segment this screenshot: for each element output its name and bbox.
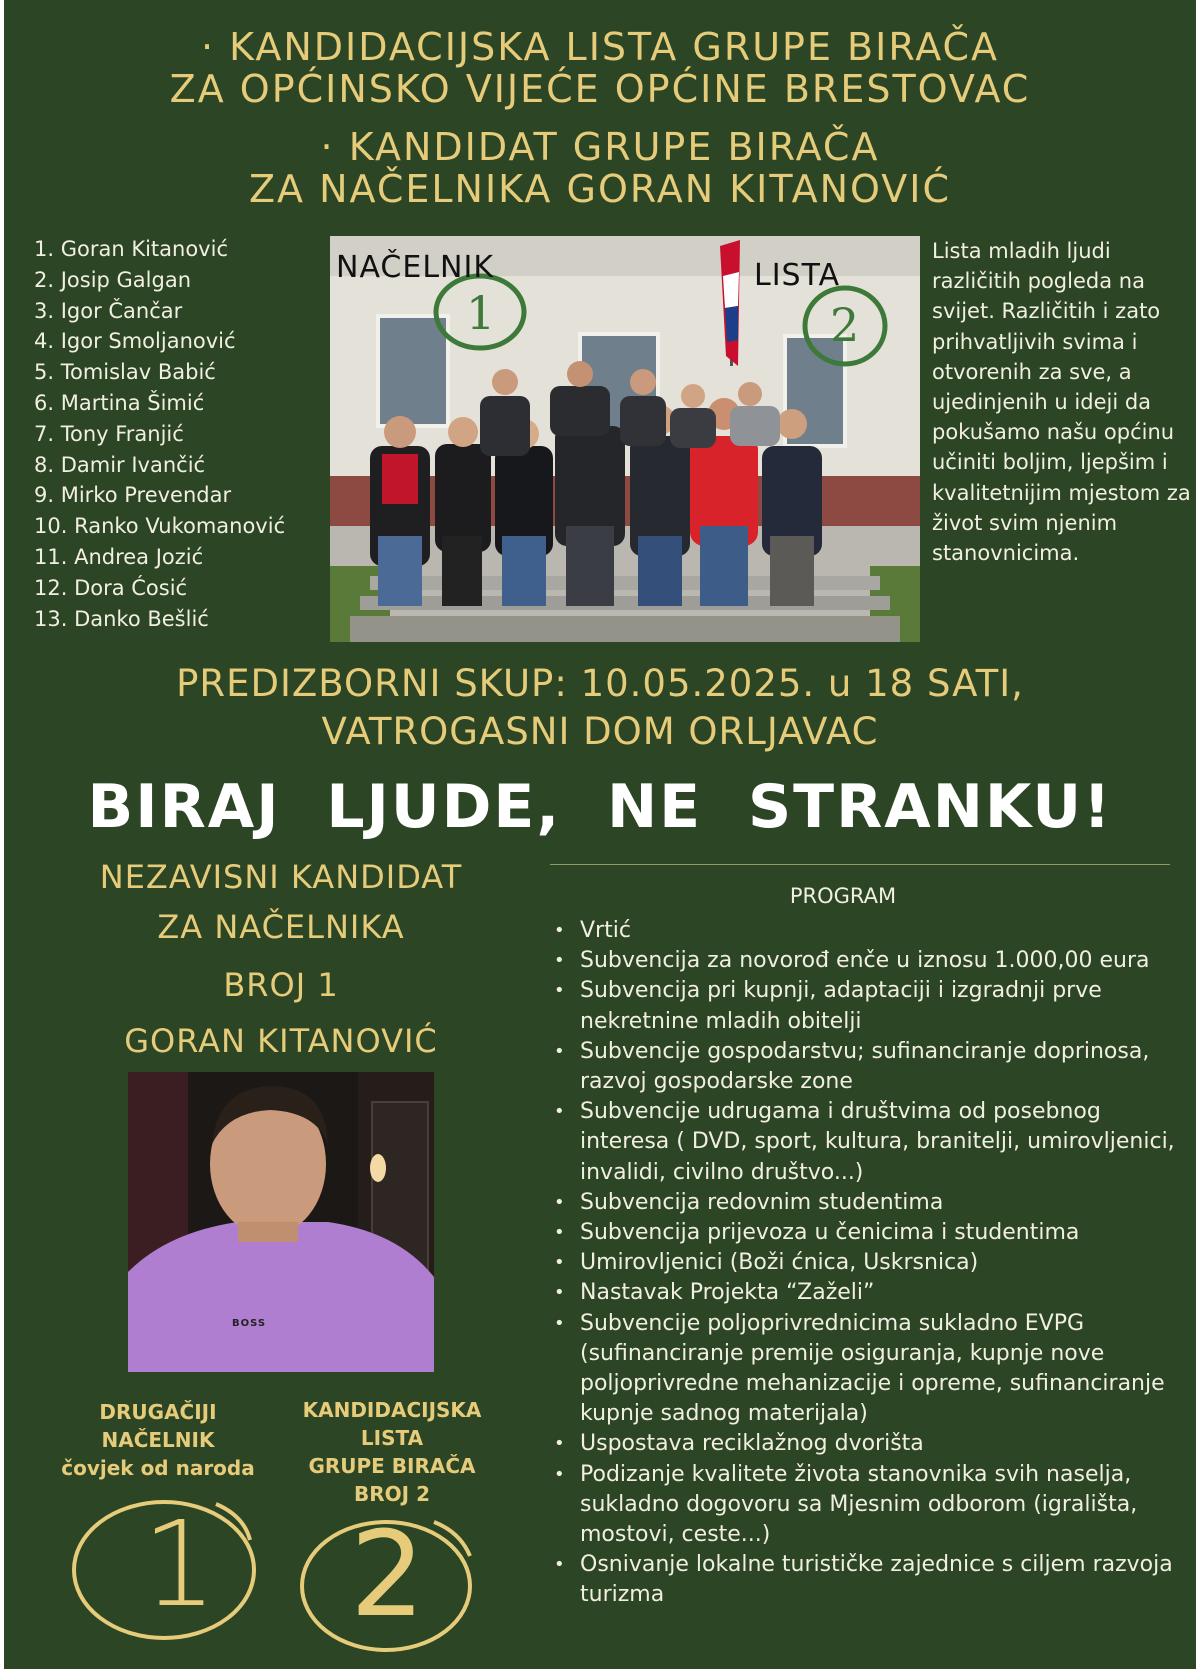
independent-line-1: NEZAVISNI KANDIDAT	[99, 858, 463, 896]
program-item-text: Subvencija za novorođ enče u iznosu 1.000,00 eura	[580, 948, 1150, 974]
program-item	[554, 1278, 1180, 1308]
badge-left-number: 1	[142, 1495, 218, 1633]
photo-number-2: 2	[830, 298, 860, 352]
program-item	[554, 1037, 1180, 1097]
intro-text: Lista mladih ljudi različitih pogleda na svijet. Različitih i zato prihvatljivih svima i otvorenih za sve, a ujedinjenih u ideji da pokušamo našu općinu učiniti boljim, ljepšim i kvalitetnijim mjestom za život svim njenim stanovnicima.	[932, 239, 1191, 566]
candidate-item: 3. Igor Čančar	[34, 298, 183, 323]
bullet-icon: •	[554, 1554, 565, 1576]
program-item	[554, 1460, 1180, 1551]
program-item-text: Umirovljenici (Boži ćnica, Uskrsnica)	[580, 1250, 979, 1276]
photo-label-nacelnik: NAČELNIK	[336, 250, 495, 285]
candidate-item: 10. Ranko Vukomanović	[34, 514, 286, 539]
photo-label-lista: LISTA	[754, 258, 841, 293]
program-item-text: Subvencije poljoprivrednicima sukladno EVPG (sufinanciranje premije osiguranja, kupnje nove poljoprivredne mehanizacije i opreme, sufinanciranje kupnje sadnog materijala)	[580, 1310, 1165, 1427]
candidate-item: 1. Goran Kitanović	[34, 237, 228, 261]
program-item	[554, 1309, 1180, 1430]
candidate-item: 11. Andrea Jozić	[34, 544, 204, 569]
candidate-item: 9. Mirko Prevendar	[34, 483, 232, 508]
badge-right-line-2: LISTA	[360, 1426, 424, 1450]
header-line-2: ZA OPĆINSKO VIJEĆE OPĆINE BRESTOVAC	[169, 67, 1031, 111]
bullet-icon: •	[554, 1282, 565, 1304]
group-photo-illustration	[330, 236, 920, 642]
badge-right-text	[274, 1396, 510, 1508]
candidate-item: 8. Damir Ivančić	[34, 452, 206, 477]
election-poster	[4, 0, 1196, 1669]
badge-left-text	[38, 1398, 278, 1482]
program-item	[554, 1218, 1180, 1248]
header-line-1: · KANDIDACIJSKA LISTA GRUPE BIRAČA	[200, 25, 1000, 69]
program-item-text: Subvencije gospodarstvu; sufinanciranje doprinosa, razvoj gospodarske zone	[580, 1038, 1150, 1095]
badge-left-line-2: NAČELNIK	[101, 1428, 215, 1452]
program-item-text: Podizanje kvalitete života stanovnika svih naselja, sukladno dogovoru sa Mjesnim odborom (igrališta, mostovi, ceste...)	[580, 1461, 1138, 1548]
badge-right-line-4: BROJ 2	[354, 1482, 430, 1506]
program-item-text: Subvencije udrugama i društvima od posebnog interesa ( DVD, sport, kultura, branitelji, umirovljenici, invalidi, civilno društvo...)	[580, 1099, 1175, 1185]
program-item-text: Subvencija redovnim studentima	[580, 1189, 944, 1215]
badge-right-line-1: KANDIDACIJSKA	[302, 1398, 482, 1422]
badge-right-number: 2	[350, 1505, 426, 1643]
program-item-text: Nastavak Projekta “Zaželi”	[580, 1280, 875, 1306]
program-item	[554, 1550, 1180, 1610]
program-list	[550, 916, 1180, 1611]
candidate-item: 13. Danko Bešlić	[34, 606, 209, 631]
rally-info	[4, 660, 1196, 756]
bullet-icon: •	[554, 1252, 565, 1274]
program-title: PROGRAM	[789, 884, 897, 908]
portrait-illustration	[128, 1072, 434, 1372]
program-item-text: Vrtić	[580, 918, 631, 943]
photo-number-1: 1	[466, 286, 496, 340]
badge-right-line-3: GRUPE BIRAČA	[308, 1454, 476, 1478]
header-line-3: · KANDIDAT GRUPE BIRAČA	[320, 125, 880, 169]
badge-left-line-1: DRUGAČIJI	[99, 1400, 217, 1424]
candidate-item: 5. Tomislav Babić	[34, 360, 216, 385]
bullet-icon: •	[554, 1433, 565, 1455]
program-item	[554, 1097, 1180, 1188]
bullet-icon: •	[554, 1101, 565, 1123]
program-item-text: Osnivanje lokalne turističke zajednice s ciljem razvoja turizma	[580, 1552, 1173, 1608]
rally-line-2: VATROGASNI DOM ORLJAVAC	[321, 710, 879, 753]
bullet-icon: •	[554, 950, 565, 972]
program-item-text: Uspostava reciklažnog dvorišta	[580, 1431, 924, 1457]
slogan: BIRAJ LJUDE, NE STRANKU!	[87, 772, 1113, 842]
candidate-item: 12. Dora Ćosić	[34, 575, 188, 600]
independent-line-2: ZA NAČELNIKA	[157, 908, 405, 946]
bullet-icon: •	[554, 1312, 565, 1334]
candidate-portrait	[128, 1072, 434, 1372]
program-item	[554, 916, 1180, 946]
candidate-item: 7. Tony Franjić	[34, 421, 184, 446]
program-item-text: Subvencija prijevoza u čenicima i studentima	[580, 1220, 1080, 1246]
bullet-icon: •	[554, 980, 565, 1002]
bullet-icon: •	[554, 1040, 565, 1062]
program-item	[554, 1248, 1180, 1278]
program-item	[554, 946, 1180, 976]
portrait-shirt-text: BOSS	[232, 1318, 267, 1329]
program-item	[554, 976, 1180, 1036]
bullet-icon: •	[554, 920, 565, 941]
candidate-header	[4, 126, 1196, 210]
rally-line-1: PREDIZBORNI SKUP: 10.05.2025. u 18 SATI,	[176, 662, 1024, 705]
bullet-icon: •	[554, 1222, 565, 1244]
group-photo	[330, 236, 920, 642]
header-line-4: ZA NAČELNIKA GORAN KITANOVIĆ	[248, 167, 952, 211]
independent-line-3: BROJ 1	[223, 966, 339, 1004]
candidate-item: 2. Josip Galgan	[34, 267, 192, 292]
candidate-item: 4. Igor Smoljanović	[34, 329, 236, 354]
candidate-list	[34, 234, 334, 634]
divider	[550, 864, 1170, 865]
program-item-text: Subvencija pri kupnji, adaptaciji i izgradnji prve nekretnine mladih obitelji	[580, 978, 1102, 1034]
badge-left-line-3: čovjek od naroda	[61, 1456, 255, 1480]
bullet-icon: •	[554, 1191, 565, 1213]
candidate-item: 6. Martina Šimić	[34, 390, 205, 415]
bullet-icon: •	[554, 1463, 565, 1485]
independent-line-4: GORAN KITANOVIĆ	[124, 1022, 438, 1060]
program-item	[554, 1429, 1180, 1459]
program-item	[554, 1188, 1180, 1218]
list-header	[4, 26, 1196, 110]
